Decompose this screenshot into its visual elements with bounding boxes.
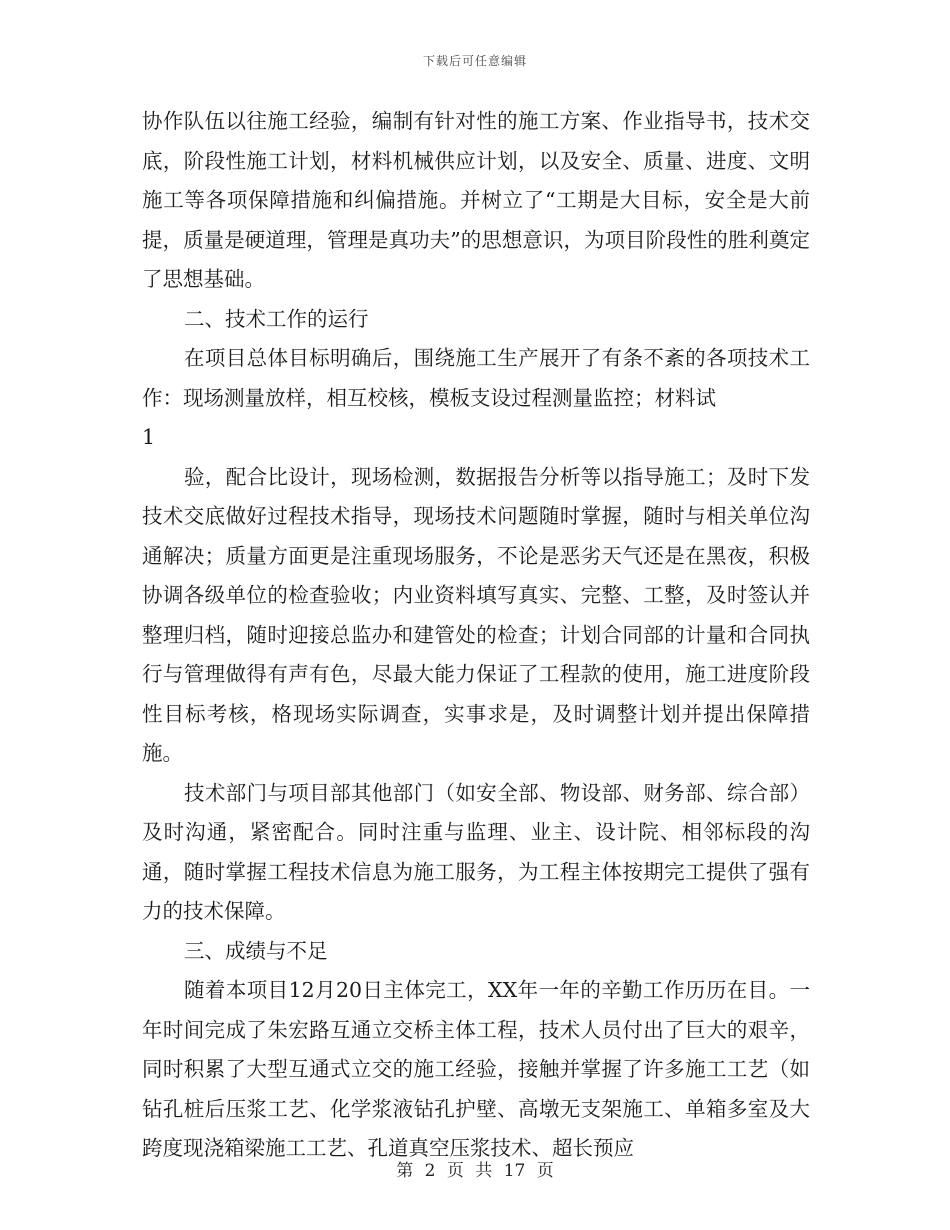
paragraph: 随着本项目12月20日主体完工，XX年一年的辛勤工作历历在目。一年时间完成了朱宏路互通立交桥主体工程，技术人员付出了巨大的艰辛，同时积累了大型互通式立交的施工经验，接触并掌握了许多施工工艺（如钻孔桩后压浆工艺、化学浆液钻孔护壁、高墩无支架施工、单箱多室及大跨度现浇箱梁施工工艺、孔道真空压浆技术、超长预应	[142, 978, 810, 1160]
paragraph: 技术部门与项目部其他部门（如安全部、物设部、财务部、综合部）及时沟通，紧密配合。同时注重与监理、业主、设计院、相邻标段的沟通，随时掌握工程技术信息为施工服务，为工程主体按期完工提供了强有力的技术保障。	[142, 780, 810, 923]
paragraph: 验，配合比设计，现场检测，数据报告分析等以指导施工；及时下发技术交底做好过程技术指导，现场技术问题随时掌握，随时与相关单位沟通解决；质量方面更是注重现场服务，不论是恶劣天气还是在黑夜，积极协调各级单位的检查验收；内业资料填写真实、完整、工整，及时签认并整理归档，随时迎接总监办和建管处的检查；计划合同部的计量和合同执行与管理做得有声有色，尽最大能力保证了工程款的使用，施工进度阶段性目标考核，格现场实际调查，实事求是，及时调整计划并提出保障措施。	[142, 464, 810, 765]
section-heading: 三、成绩与不足	[184, 938, 328, 963]
body-text	[142, 102, 810, 1169]
page-header: 下载后可任意编辑	[422, 54, 527, 68]
stray-number: 1	[142, 425, 156, 449]
paragraph: 在项目总体目标明确后，围绕施工生产展开了有条不紊的各项技术工作：现场测量放样，相互校核，模板支设过程测量监控；材料试	[142, 346, 810, 410]
section-heading: 二、技术工作的运行	[184, 306, 369, 331]
paragraph: 协作队伍以往施工经验，编制有针对性的施工方案、作业指导书，技术交底，阶段性施工计划，材料机械供应计划，以及安全、质量、进度、文明施工等各项保障措施和纠偏措施。并树立了“工期是大目标，安全是大前提，质量是硬道理，管理是真功夫”的思想意识，为项目阶段性的胜利奠定了思想基础。	[142, 109, 810, 291]
page-footer: 第 2 页 共 17 页	[396, 1161, 554, 1181]
